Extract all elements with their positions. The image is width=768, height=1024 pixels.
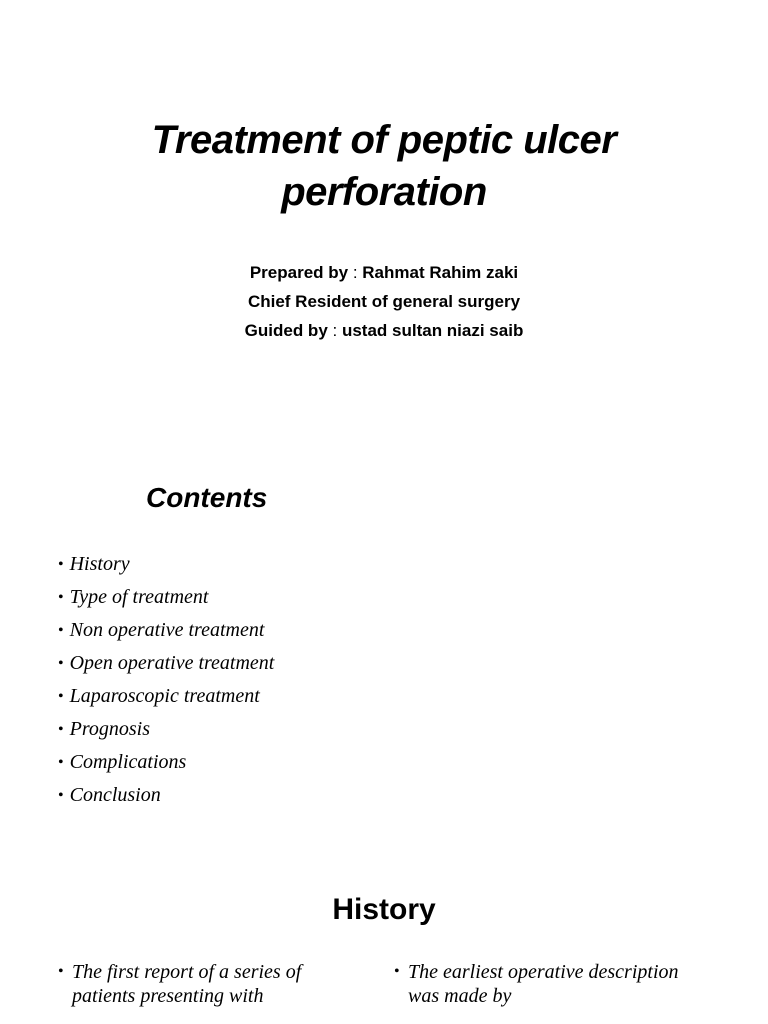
contents-item	[58, 548, 274, 581]
title-slide	[0, 0, 768, 440]
contents-item-label: Complications	[69, 751, 187, 773]
history-bullet-left	[58, 960, 358, 1008]
bullet-icon: •	[58, 688, 64, 705]
bullet-icon: •	[58, 963, 64, 980]
history-right-text: The earliest operative description was made by	[408, 961, 679, 1007]
prepared-by-line	[0, 258, 768, 287]
contents-item	[58, 647, 274, 680]
history-bullet-right	[394, 960, 694, 1008]
contents-item-label: Laparoscopic treatment	[69, 685, 260, 707]
contents-item-label: Non operative treatment	[69, 619, 265, 641]
contents-item-label: Open operative treatment	[69, 652, 275, 674]
contents-item	[58, 713, 274, 746]
contents-item	[58, 680, 274, 713]
presentation-title	[0, 114, 768, 218]
contents-heading: Contents	[146, 482, 268, 513]
history-slide	[0, 880, 768, 1024]
bullet-icon: •	[58, 655, 64, 672]
bullet-icon: •	[58, 622, 64, 639]
contents-item-label: History	[69, 553, 130, 575]
separator: :	[327, 321, 342, 340]
author-role: Chief Resident of general surgery	[247, 292, 521, 311]
contents-item	[58, 614, 274, 647]
guided-by-label: Guided by	[244, 321, 328, 340]
bullet-icon: •	[394, 963, 400, 980]
prepared-by-label: Prepared by	[249, 263, 349, 282]
history-heading: History	[332, 893, 436, 926]
history-left-text: The first report of a series of patients presenting with	[72, 961, 302, 1007]
contents-item	[58, 779, 274, 812]
separator: :	[348, 263, 363, 282]
contents-list	[58, 548, 274, 812]
prepared-by-name: Rahmat Rahim zaki	[362, 263, 519, 282]
bullet-icon: •	[58, 787, 64, 804]
contents-slide	[0, 440, 768, 880]
guided-by-name: ustad sultan niazi saib	[341, 321, 524, 340]
history-right-column	[394, 960, 694, 1008]
contents-item-label: Conclusion	[69, 784, 161, 806]
title-line-1: Treatment of peptic ulcer	[151, 118, 617, 162]
bullet-icon: •	[58, 589, 64, 606]
contents-item-label: Prognosis	[69, 718, 150, 740]
title-line-2: perforation	[281, 170, 487, 214]
contents-item-label: Type of treatment	[69, 586, 209, 608]
contents-item	[58, 746, 274, 779]
history-left-column	[58, 960, 358, 1008]
author-info	[0, 258, 768, 345]
bullet-icon: •	[58, 721, 64, 738]
contents-item	[58, 581, 274, 614]
bullet-icon: •	[58, 754, 64, 771]
guided-by-line	[0, 316, 768, 345]
bullet-icon: •	[58, 556, 64, 573]
